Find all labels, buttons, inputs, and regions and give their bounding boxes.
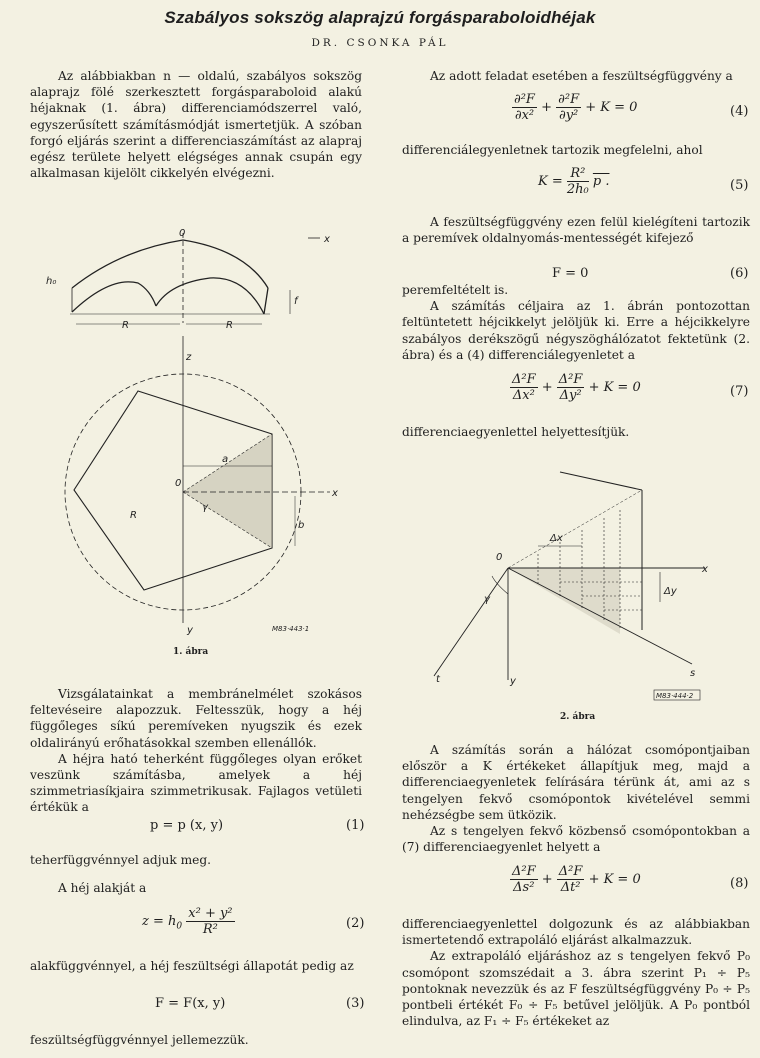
- fig1-label-z: z: [186, 352, 192, 363]
- fig1-label-x-top: x: [324, 234, 330, 245]
- equation-7-number: (7): [730, 384, 749, 399]
- fig2-shaded-region: [508, 568, 620, 634]
- substitution-text: differenciaegyenlettel helyettesítjük.: [402, 425, 630, 439]
- shape-intro-text: A héj alakját a: [58, 881, 147, 895]
- assumptions-paragraph: Vizsgálatainkat a membránelmélet szokásos feltevéseire alapozzuk. Feltesszük, hogy a héj függőleges síkú peremíveken nyugszik és ezek oldalirányú erőhatásokkal szemben ellenállók.: [30, 687, 362, 750]
- left-column-lower: [30, 686, 362, 816]
- shape-function-text: alakfüggvénnyel, a héj feszültségi állapotát pedig az: [30, 959, 354, 973]
- fig1-shell-profile: [72, 240, 268, 288]
- equation-6-number: (6): [730, 266, 749, 281]
- diff-eq-text: differenciálegyenletnek tartozik megfelelni, ahol: [402, 143, 703, 157]
- fig2-label-y: y: [510, 676, 516, 687]
- intro-paragraph: Az alábbiakban n — oldalú, szabályos sokszög alaprajz fölé szerkesztett forgásparaboloid alakú héjaknak (1. ábra) differenciamódszerrel való, egyszerűsített számításmódját ismertetjük. A szóban forgó eljárás szerint a differenciaszámítást az alapraj egész területe helyett elégséges annak csupán egy alkalmasan kijelölt cikkelyén elvégezni.: [30, 69, 362, 181]
- fig2-label-dy: Δy: [664, 586, 677, 597]
- equation-8-number: (8): [730, 876, 749, 891]
- equation-1: p = p (x, y): [150, 818, 224, 833]
- author: DR. CSONKA PÁL: [311, 37, 449, 49]
- fig1-label-R1: R: [122, 320, 129, 331]
- left-column: [30, 68, 362, 181]
- fig1-label-gamma: γ: [202, 502, 208, 513]
- grid-text: A számítás céljaira az 1. ábrán pontozottan feltüntetett héjcikkelyt jelöljük ki. Erre a héjcikkelyre szabályos derékszögű négyszöghálózatot fektetünk (2. ábra) és a (4) differenciálegyenletet a: [402, 299, 750, 362]
- right-column-lower: [402, 742, 750, 855]
- equation-6: F = 0: [552, 266, 589, 281]
- fig1-label-o-top: 0: [179, 228, 186, 239]
- s-axis-text: Az s tengelyen fekvő közbenső csomópontokban a (7) differenciaegyenlet helyett a: [402, 824, 750, 855]
- figure-2-caption: 2. ábra: [560, 712, 596, 722]
- right-intro-text: Az adott feladat esetében a feszültségfüggvény a: [430, 69, 733, 83]
- load-function-text: teherfüggvénnyel adjuk meg.: [30, 853, 212, 867]
- extrapolation-procedure-text: Az extrapoláló eljáráshoz az s tengelyen fekvő P₀ csomópont szomszédait a 3. ábra szerint P₁ ÷ P₅ pontoknak nevezzük és az F feszültségfüggvény P₀ ÷ P₅ pontbeli értékét F₀ ÷ F₅ betűvel jelöljük. A P₀ pontból elindulva, az F₁ ÷ F₅ értékeket az: [402, 949, 750, 1029]
- fig1-label-o: 0: [175, 478, 182, 489]
- load-paragraph: A héjra ható teherként függőleges olyan erőket veszünk számításba, amelyek a héj szimmetriasíkjaira szimmetrikusak. Fajlagos vetületi értékük a: [30, 751, 362, 815]
- fig2-label-gamma: γ: [484, 594, 490, 605]
- paper-title: Szabályos sokszög alaprajzú forgásparaboloidhéjak: [164, 8, 596, 27]
- procedure-text: A számítás során a hálózat csomópontjaiban először a K értékeket állapítjuk meg, majd a differenciaegyenletek felírására térünk át, ami az s tengelyen fekvő csomópontok kivételével semmi nehézségbe sem ütközik.: [402, 743, 750, 822]
- fig1-arch-left: [72, 282, 156, 312]
- fig2-label-dx: Δx: [550, 533, 563, 544]
- fig1-label-R2: R: [226, 320, 233, 331]
- fig2-label-s: s: [690, 668, 696, 679]
- fig2-label-t: t: [436, 674, 440, 685]
- right-column-bottom: [402, 916, 750, 1029]
- boundary-condition-text: peremfeltételt is.: [402, 283, 509, 297]
- fig1-label-R: R: [130, 510, 137, 521]
- equation-5-number: (5): [730, 178, 749, 193]
- fig2-label-x: x: [702, 564, 708, 575]
- fig1-shaded-sector: [183, 434, 272, 548]
- stress-function-text: feszültségfüggvénnyel jellemezzük.: [30, 1033, 249, 1047]
- fig1-label-code: M83·443·1: [272, 625, 310, 633]
- fig1-arch-right: [156, 278, 264, 314]
- equation-1-number: (1): [346, 818, 365, 833]
- fig1-label-x: x: [332, 488, 338, 499]
- boundary-text: A feszültségfüggvény ezen felül kielégíteni tartozik a peremívek oldalnyomás-mentességét kifejező: [402, 215, 750, 246]
- equation-3-number: (3): [346, 996, 365, 1011]
- right-column-middle: [402, 282, 750, 363]
- equation-4: $\frac{\text{∂²F}}{\text{∂x²}}$ + $\frac{\text{∂²F}}{\text{∂y²}}$ + K = 0: [514, 92, 638, 123]
- fig1-label-a: a: [222, 454, 229, 465]
- figure-1: [40, 228, 370, 658]
- figure-2: [420, 462, 740, 722]
- figure-1-caption: 1. ábra: [173, 647, 209, 657]
- fig1-label-y: y: [187, 625, 193, 636]
- equation-2-number: (2): [346, 916, 365, 931]
- fig2-label-code: M83·444·2: [656, 692, 694, 700]
- fig1-label-b: b: [298, 520, 305, 531]
- equation-4-number: (4): [730, 104, 749, 119]
- equation-8: $\frac{\text{Δ²F}}{\text{Δs²}}$ + $\frac{\text{Δ²F}}{\text{Δt²}}$ + K = 0: [512, 864, 641, 895]
- equation-3: F = F(x, y): [155, 996, 226, 1011]
- extrapolation-text: differenciaegyenlettel dolgozunk és az alábbiakban ismertetendő extrapoláló eljárást alkalmazzuk.: [402, 917, 750, 948]
- fig2-label-o: 0: [496, 552, 503, 563]
- equation-5: K = $\frac{\text{R²}}{\text{2h₀}}$ p .: [538, 166, 610, 197]
- fig1-label-f: f: [294, 296, 298, 307]
- equation-7: $\frac{\text{Δ²F}}{\text{Δx²}}$ + $\frac{\text{Δ²F}}{\text{Δy²}}$ + K = 0: [512, 372, 641, 403]
- fig1-label-h0: h₀: [46, 276, 57, 287]
- equation-2: $z = h_0$ $\frac{\text{x² + y²}}{\text{R²}}$: [142, 906, 233, 937]
